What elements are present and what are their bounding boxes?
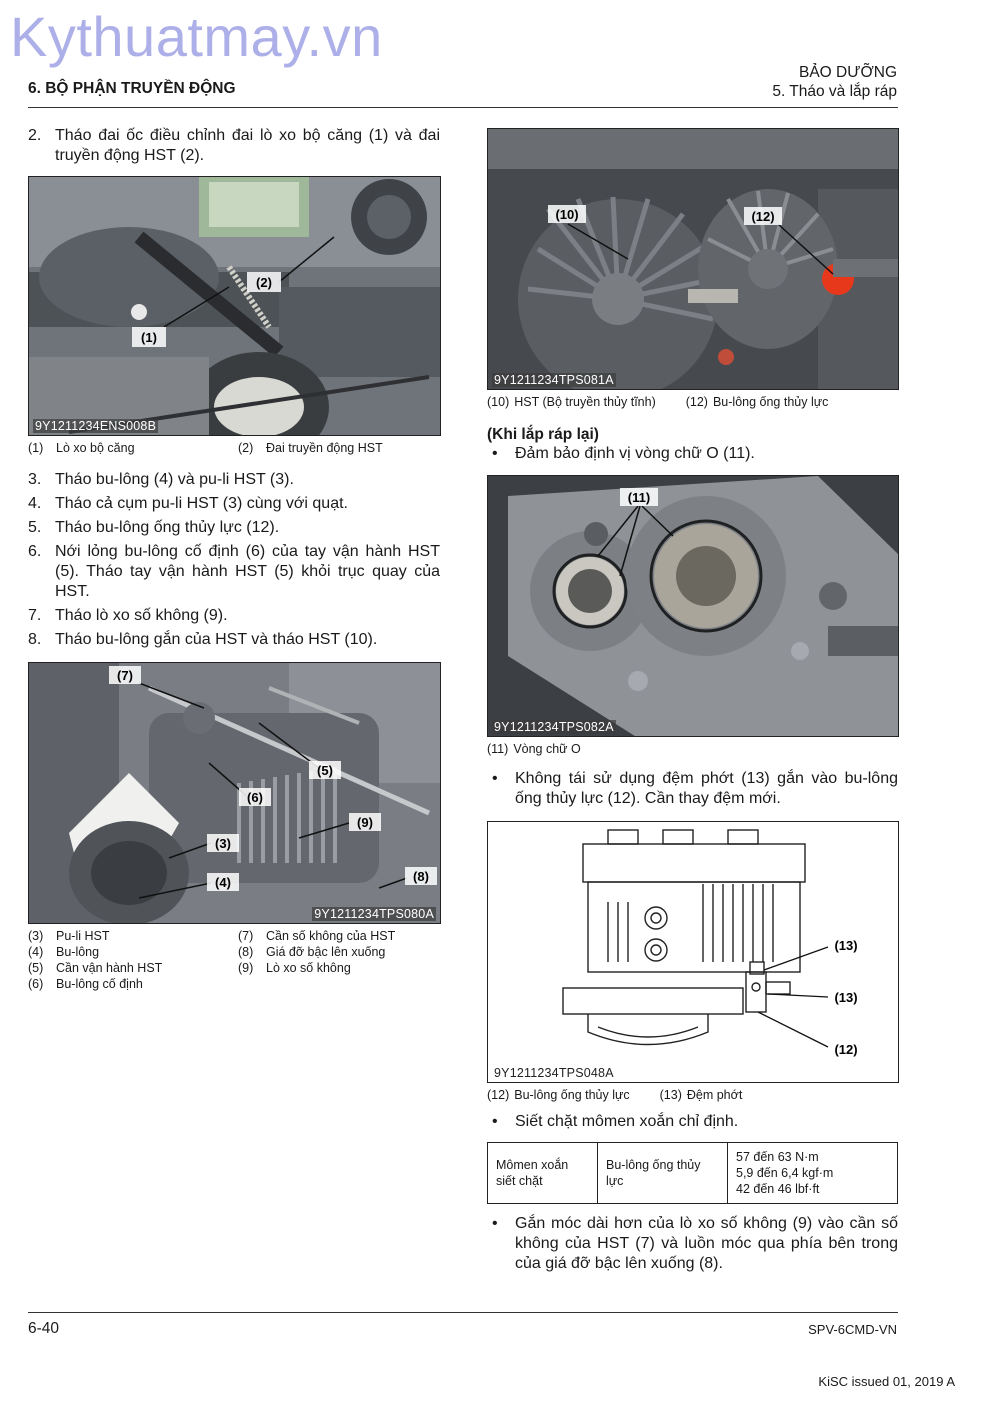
- step-8: [28, 630, 440, 650]
- caption: [28, 976, 238, 992]
- step-2: [28, 126, 440, 166]
- photo-code: 9Y1211234ENS008B: [35, 419, 157, 433]
- caption-text: Giá đỡ bậc lên xuống: [266, 945, 386, 959]
- caption-text: Bu-lông cố định: [56, 977, 143, 991]
- caption-number: (5): [28, 961, 44, 975]
- step-5: [28, 518, 440, 538]
- step-number: 2.: [28, 127, 42, 144]
- callout-5: (5): [317, 763, 333, 778]
- caption: [238, 944, 438, 960]
- bullet-text: Siết chặt mômen xoắn chỉ định.: [515, 1113, 739, 1130]
- caption-number: (1): [28, 441, 44, 455]
- torque-values: [728, 1143, 898, 1204]
- bullet-dot: •: [492, 770, 498, 787]
- bullet-item: [487, 769, 898, 809]
- header-divider: [28, 107, 898, 108]
- caption-number: (6): [28, 977, 44, 991]
- caption-text: Vòng chữ O: [513, 742, 581, 756]
- caption-text: Lò xo số không: [266, 961, 351, 975]
- step-text: Tháo bu-lông gắn của HST và tháo HST (10).: [55, 631, 378, 648]
- photo-code: 9Y1211234TPS082A: [494, 720, 614, 734]
- torque-table: [487, 1142, 898, 1204]
- torque-value-kgfm: 5,9 đến 6,4 kgf·m: [736, 1166, 834, 1180]
- footer-divider: [28, 1312, 898, 1313]
- caption: [238, 928, 438, 944]
- caption-text: HST (Bộ truyền thủy tĩnh): [514, 395, 656, 409]
- step-number: 5.: [28, 519, 42, 536]
- chapter-title: 6. BỘ PHẬN TRUYỀN ĐỘNG: [28, 80, 236, 97]
- caption: [238, 440, 438, 456]
- step-text: Tháo bu-lông ống thủy lực (12).: [55, 519, 280, 536]
- step-4: [28, 494, 440, 514]
- step-text: Tháo bu-lông (4) và pu-li HST (3).: [55, 471, 294, 488]
- caption: [660, 1087, 743, 1103]
- photo-code: 9Y1211234TPS081A: [494, 373, 614, 387]
- page-number: 6-40: [28, 1320, 60, 1337]
- step-text: Tháo cả cụm pu-li HST (3) cùng với quạt.: [55, 495, 348, 512]
- section-heading: [772, 63, 897, 101]
- caption-number: (12): [487, 1088, 510, 1102]
- photo4-captions: [487, 741, 898, 757]
- caption-number: (12): [685, 395, 708, 409]
- table-row: [488, 1143, 898, 1204]
- callout-12: (12): [834, 1042, 858, 1057]
- photo1-captions: [28, 440, 440, 456]
- section-title: BẢO DƯỠNG: [798, 64, 897, 81]
- photo-code: 9Y1211234TPS080A: [314, 907, 434, 921]
- callout-13-bottom: (13): [834, 990, 858, 1005]
- bullet-dot: •: [492, 1215, 498, 1232]
- caption-text: Pu-li HST: [56, 929, 110, 943]
- step-number: 6.: [28, 543, 42, 560]
- reassembly-heading: (Khi lắp ráp lại): [487, 426, 599, 443]
- caption-number: (4): [28, 945, 44, 959]
- callout-13-top: (13): [834, 938, 858, 953]
- caption: [487, 394, 656, 410]
- step-7: [28, 606, 440, 626]
- torque-value-nm: 57 đến 63 N·m: [736, 1150, 819, 1164]
- step-number: 8.: [28, 631, 42, 648]
- caption: [28, 960, 238, 976]
- caption-number: (11): [487, 742, 509, 756]
- caption-text: Đệm phớt: [686, 1088, 743, 1102]
- step-text: Tháo lò xo số không (9).: [55, 607, 228, 624]
- step-6: [28, 542, 440, 602]
- caption-number: (2): [238, 441, 254, 455]
- caption: [28, 928, 238, 944]
- caption: [238, 960, 438, 976]
- caption: [686, 394, 829, 410]
- caption: [28, 440, 238, 456]
- callout-1: (1): [141, 330, 157, 345]
- photo3-captions: [487, 394, 898, 410]
- caption-text: Bu-lông ống thủy lực: [712, 395, 829, 409]
- photo-code: 9Y1211234TPS048A: [494, 1066, 614, 1080]
- caption: [487, 1087, 630, 1103]
- callout-2: (2): [256, 275, 272, 290]
- caption-text: Đai truyền động HST: [266, 441, 383, 455]
- caption-text: Bu-lông ống thủy lực: [514, 1088, 630, 1102]
- step-number: 7.: [28, 607, 42, 624]
- diagram-captions: [487, 1087, 898, 1103]
- callout-7: (7): [117, 668, 133, 683]
- callout-9: (9): [357, 815, 373, 830]
- document-code: SPV-6CMD-VN: [808, 1322, 897, 1337]
- bullet-item: [487, 1214, 898, 1274]
- caption-number: (7): [238, 929, 254, 943]
- right-column: [487, 128, 898, 1274]
- issue-info: KiSC issued 01, 2019 A: [818, 1374, 955, 1389]
- step-3: [28, 470, 440, 490]
- caption-text: Cần vận hành HST: [56, 961, 163, 975]
- caption-number: (13): [659, 1088, 682, 1102]
- torque-value-lbfft: 42 đến 46 lbf·ft: [736, 1182, 820, 1196]
- photo-hst-assembly: [28, 662, 441, 924]
- caption-number: (10): [487, 395, 510, 409]
- left-column: [28, 126, 440, 992]
- callout-3: (3): [215, 836, 231, 851]
- bullet-item: [487, 444, 898, 464]
- bullet-text: Không tái sử dụng đệm phớt (13) gắn vào bu-lông ống thủy lực (12). Cần thay đệm mới.: [515, 770, 898, 807]
- callout-6: (6): [247, 790, 263, 805]
- torque-label: Mômen xoắn siết chặt: [488, 1143, 598, 1204]
- diagram-hydraulic-bolt: [487, 821, 899, 1083]
- subsection-title: 5. Tháo và lắp ráp: [772, 83, 897, 100]
- caption: [28, 944, 238, 960]
- caption-number: (8): [238, 945, 254, 959]
- bullet-text: Đảm bảo định vị vòng chữ O (11).: [515, 445, 755, 462]
- step-text: Nới lỏng bu-lông cố định (6) của tay vận hành HST (5). Tháo tay vận hành HST (5) khỏi trục quay của HST.: [55, 543, 440, 600]
- step-number: 4.: [28, 495, 42, 512]
- step-text: Tháo đai ốc điều chỉnh đai lò xo bộ căng (1) và đai truyền động HST (2).: [55, 127, 440, 164]
- photo2-captions: [28, 928, 440, 992]
- callout-8: (8): [413, 869, 429, 884]
- caption-text: Lò xo bộ căng: [56, 441, 135, 455]
- callout-4: (4): [215, 875, 231, 890]
- torque-item: Bu-lông ống thủy lực: [598, 1143, 728, 1204]
- bullet-dot: •: [492, 1113, 498, 1130]
- photo-o-rings: [487, 475, 899, 737]
- step-number: 3.: [28, 471, 42, 488]
- watermark: Kythuatmay.vn: [10, 5, 383, 68]
- caption-text: Bu-lông: [56, 945, 100, 959]
- callout-10: (10): [555, 207, 579, 222]
- caption-text: Cần số không của HST: [266, 929, 396, 943]
- callout-11: (11): [627, 490, 651, 505]
- caption: [487, 741, 581, 757]
- bullet-dot: •: [492, 445, 498, 462]
- caption-number: (9): [238, 961, 254, 975]
- bullet-item: [487, 1112, 898, 1132]
- caption-number: (3): [28, 929, 44, 943]
- step-list: [28, 470, 440, 650]
- callout-12: (12): [751, 209, 775, 224]
- photo-hst-unit: [487, 128, 899, 390]
- bullet-text: Gắn móc dài hơn của lò xo số không (9) vào cần số không của HST (7) và luồn móc qua phía bên trong của giá đỡ bậc lên xuống (8).: [515, 1215, 898, 1272]
- photo-tensioner-belt: [28, 176, 441, 436]
